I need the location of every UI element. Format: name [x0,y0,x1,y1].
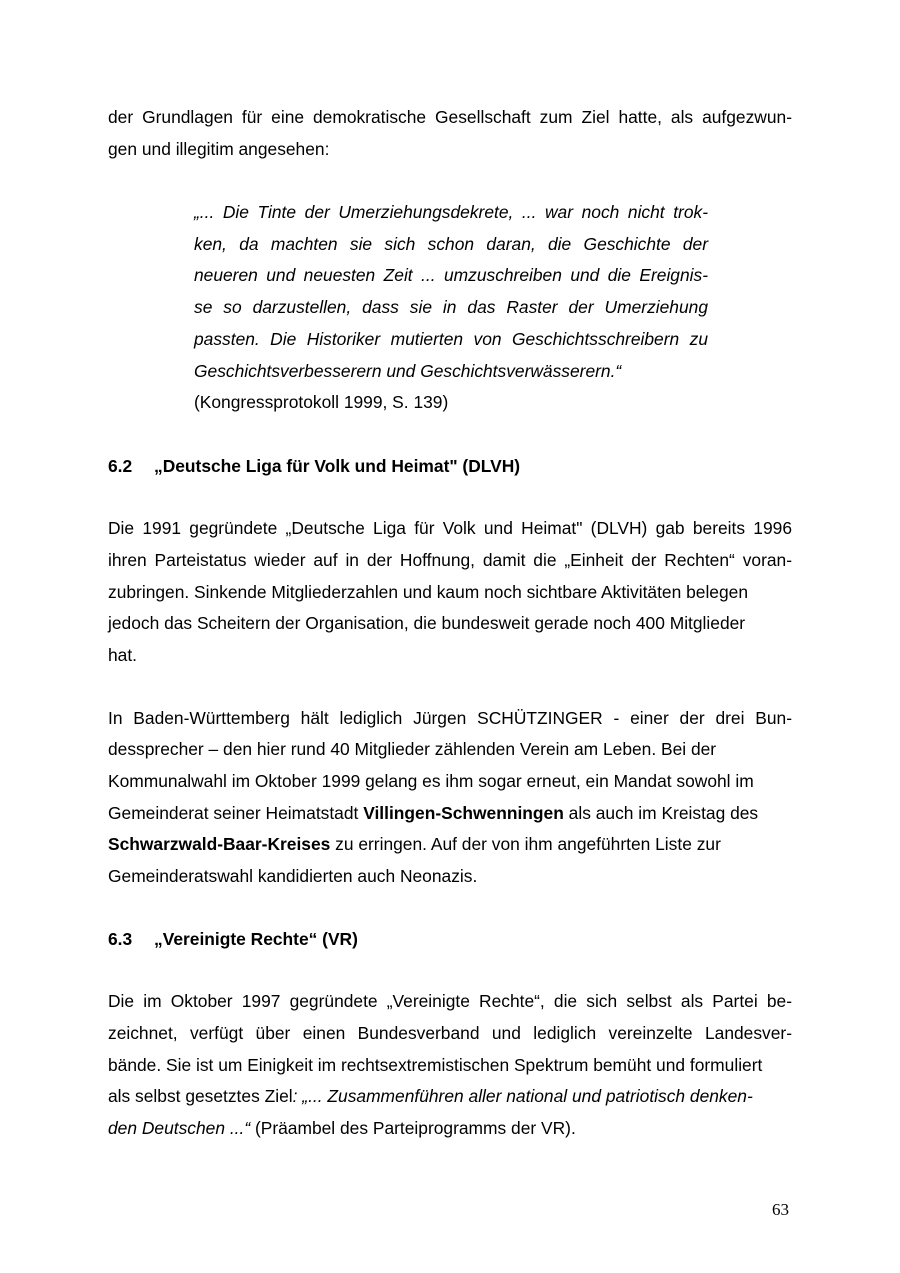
quote-line-1: „... Die Tinte der Umerziehungsdekrete, ... war noch nicht trok- [194,202,708,222]
dlvh-para2-line-3: Kommunalwahl im Oktober 1999 gelang es ihm sogar erneut, ein Mandat sowohl im [108,771,754,791]
place-name-schwarzwald: Schwarzwald-Baar-Kreises [108,834,331,854]
quote-source: (Kongressprotokoll 1999, S. 139) [194,392,449,412]
dlvh-para1-line-2: ihren Parteistatus wieder auf in der Hoffnung, damit die „Einheit der Rechten“ voran- [108,550,792,570]
place-name-villingen: Villingen-Schwenningen [363,803,564,823]
page-number: 63 [772,1200,789,1219]
vr-para-line-5 [108,1118,576,1138]
dlvh-para2-line-6: Gemeinderatswahl kandidierten auch Neonazis. [108,866,478,886]
vr-para-line-3: bände. Sie ist um Einigkeit im rechtsextremistischen Spektrum bemüht und formuliert [108,1055,763,1075]
section-title: „Deutsche Liga für Volk und Heimat" (DLVH) [154,456,521,476]
text-run: Gemeinderat seiner Heimatstadt [108,803,364,823]
text-run: als auch im Kreistag des [563,803,759,823]
quote-line-4: se so darzustellen, dass sie in das Raster der Umerziehung [194,297,708,317]
section-heading-6-2 [108,456,520,476]
quoted-goal: : „... Zusammenführen aller national und patriotisch denken- [292,1086,753,1106]
vr-para-line-4 [108,1086,753,1106]
section-title: „Vereinigte Rechte“ (VR) [154,929,358,949]
dlvh-para1-line-1: Die 1991 gegründete „Deutsche Liga für Volk und Heimat" (DLVH) gab bereits 1996 [108,518,792,538]
dlvh-para2-line-1: In Baden-Württemberg hält lediglich Jürgen SCHÜTZINGER - einer der drei Bun- [108,708,792,728]
intro-line-1: der Grundlagen für eine demokratische Gesellschaft zum Ziel hatte, als aufgezwun- [108,107,792,127]
quote-line-3: neueren und neuesten Zeit ... umzuschreiben und die Ereignis- [194,265,708,285]
quote-line-5: passten. Die Historiker mutierten von Geschichtsschreibern zu [194,329,708,349]
dlvh-para2-line-5 [108,834,721,854]
dlvh-para1-line-4: jedoch das Scheitern der Organisation, die bundesweit gerade noch 400 Mitglieder [108,613,746,633]
text-run: als selbst gesetztes Ziel [108,1086,293,1106]
dlvh-para2-line-4 [108,803,758,823]
intro-line-2: gen und illegitim angesehen: [108,139,330,159]
section-number: 6.3 [108,929,133,949]
text-run: zu erringen. Auf der von ihm angeführten Liste zur [330,834,721,854]
vr-para-line-1: Die im Oktober 1997 gegründete „Vereinigte Rechte“, die sich selbst als Partei be- [108,991,792,1011]
vr-para-line-2: zeichnet, verfügt über einen Bundesverband und lediglich vereinzelte Landesver- [108,1023,792,1043]
quoted-goal-end: den Deutschen ...“ [108,1118,251,1138]
quote-line-2: ken, da machten sie sich schon daran, die Geschichte der [194,234,708,254]
dlvh-para2-line-2: dessprecher – den hier rund 40 Mitglieder zählenden Verein am Leben. Bei der [108,739,717,759]
section-number: 6.2 [108,456,133,476]
text-run: (Präambel des Parteiprogramms der VR). [250,1118,576,1138]
dlvh-para1-line-5: hat. [108,645,138,665]
quote-line-6: Geschichtsverbesserern und Geschichtsverwässerern.“ [194,361,622,381]
dlvh-para1-line-3: zubringen. Sinkende Mitgliederzahlen und kaum noch sichtbare Aktivitäten belegen [108,582,748,602]
section-heading-6-3 [108,929,358,949]
